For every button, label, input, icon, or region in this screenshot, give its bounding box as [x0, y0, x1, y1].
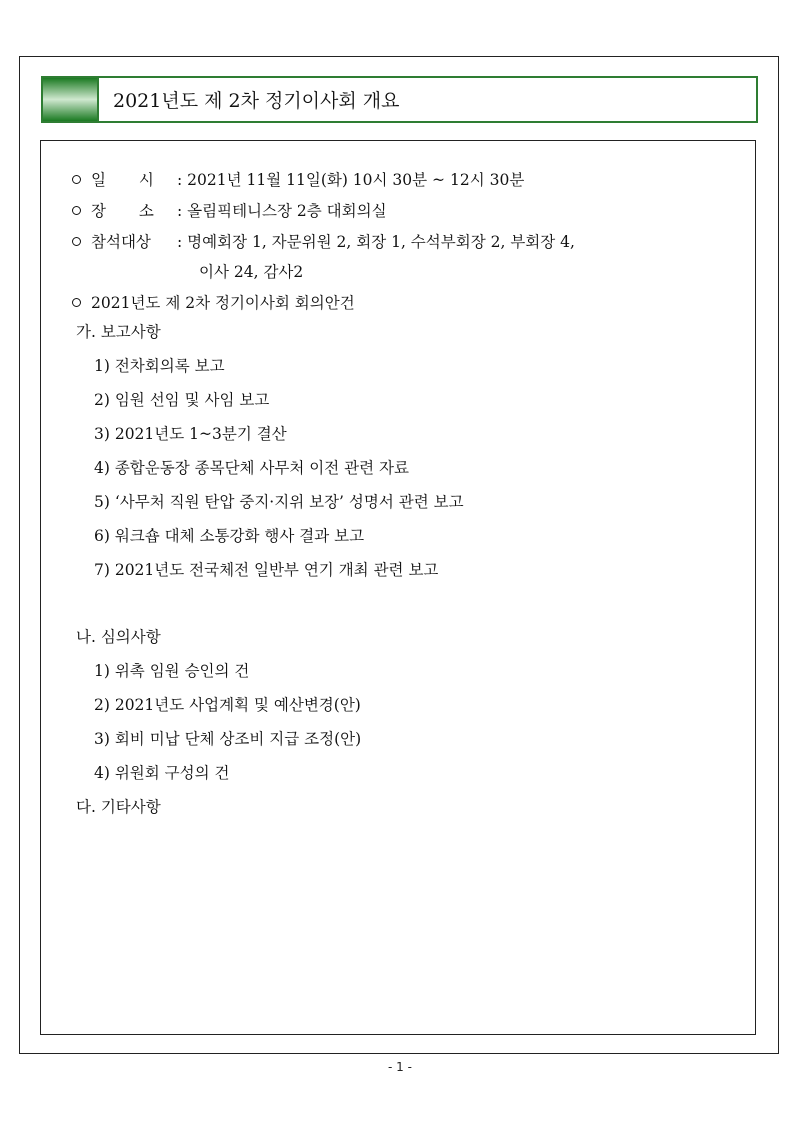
section-ga-item: 3) 2021년도 1~3분기 결산 — [94, 425, 287, 443]
place-row — [72, 201, 387, 221]
place-value: : 올림픽테니스장 2층 대회의실 — [177, 202, 387, 220]
section-ga-item: 2) 임원 선임 및 사임 보고 — [94, 391, 270, 409]
place-label: 장 소 — [91, 202, 154, 220]
section-na-item: 4) 위원회 구성의 건 — [94, 764, 230, 782]
page-number: - 1 - — [388, 1060, 412, 1074]
section-ga-item: 7) 2021년도 전국체전 일반부 연기 개최 관련 보고 — [94, 561, 439, 579]
attendees-row — [72, 232, 575, 252]
attendees-value-line-1: : 명예회장 1, 자문위원 2, 회장 1, 수석부회장 2, 부회장 4, — [177, 233, 575, 251]
section-na-item: 3) 회비 미납 단체 상조비 지급 조정(안) — [94, 730, 362, 748]
attendees-label: 참석대상 — [91, 233, 151, 251]
section-ga-item: 1) 전차회의록 보고 — [94, 357, 225, 375]
attendees-value-line-2: 이사 24, 감사2 — [199, 263, 304, 281]
section-na-heading: 나. 심의사항 — [76, 628, 161, 646]
date-row — [72, 170, 524, 190]
title-box — [41, 76, 758, 123]
section-da-heading: 다. 기타사항 — [76, 798, 161, 816]
circle-bullet-icon — [72, 298, 81, 307]
circle-bullet-icon — [72, 206, 81, 215]
circle-bullet-icon — [72, 175, 81, 184]
section-na-item: 2) 2021년도 사업계획 및 예산변경(안) — [94, 696, 361, 714]
agenda-row — [72, 293, 355, 313]
section-na-item: 1) 위촉 임원 승인의 건 — [94, 662, 250, 680]
agenda-heading: 2021년도 제 2차 정기이사회 회의안건 — [91, 294, 355, 312]
page-title: 2021년도 제 2차 정기이사회 개요 — [113, 90, 400, 112]
circle-bullet-icon — [72, 237, 81, 246]
section-ga-item: 4) 종합운동장 종목단체 사무처 이전 관련 자료 — [94, 459, 409, 477]
section-ga-item: 6) 워크숍 대체 소통강화 행사 결과 보고 — [94, 527, 365, 545]
title-accent-block — [43, 78, 99, 121]
date-label: 일 시 — [91, 171, 154, 189]
section-ga-item: 5) ‘사무처 직원 탄압 중지·지위 보장’ 성명서 관련 보고 — [94, 493, 464, 511]
date-value: : 2021년 11월 11일(화) 10시 30분 ~ 12시 30분 — [177, 171, 525, 189]
content-box — [40, 140, 756, 1035]
section-ga-heading: 가. 보고사항 — [76, 323, 161, 341]
